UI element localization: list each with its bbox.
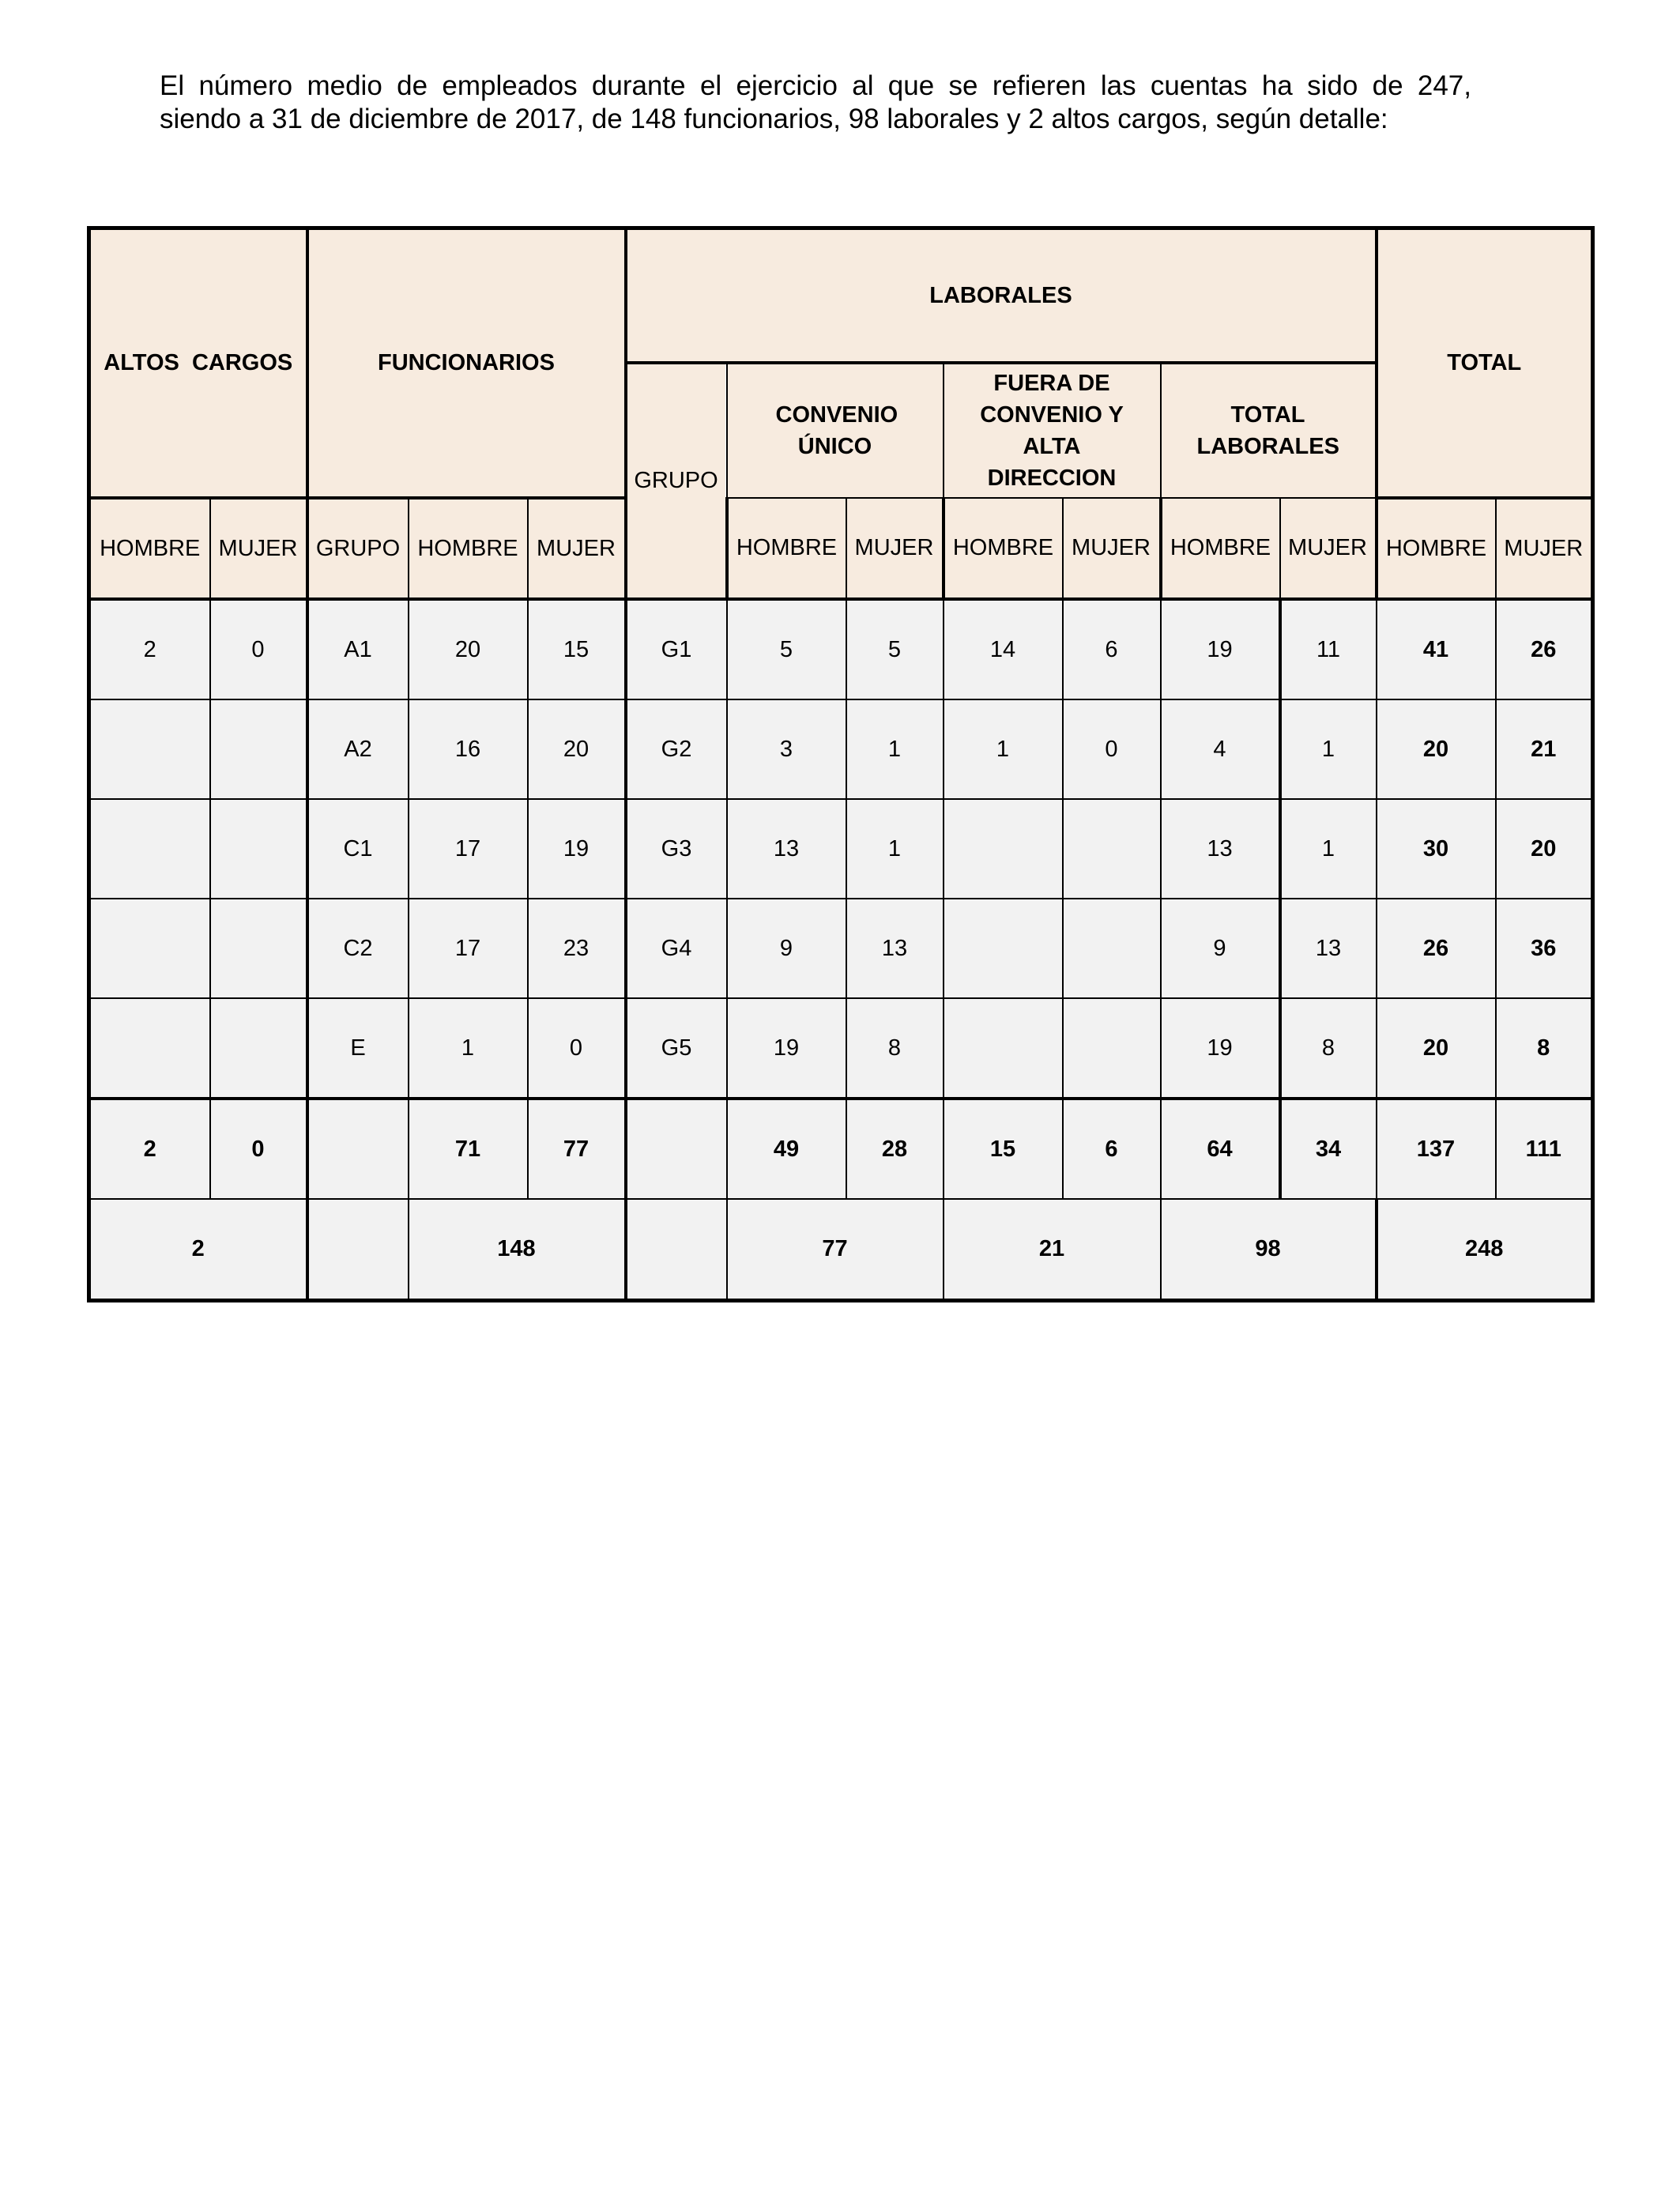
subheader-cell: MUJER [1280, 498, 1377, 599]
cell-totlab-mujer: 1 [1280, 699, 1377, 799]
cell-conv-mujer: 8 [846, 998, 944, 1099]
cell-total-mujer: 20 [1496, 799, 1593, 899]
table-row [89, 899, 1593, 998]
cell-total-mujer: 26 [1496, 599, 1593, 699]
cell-totlab-hombre: 19 [1161, 998, 1280, 1099]
cell-conv-mujer: 1 [846, 799, 944, 899]
cell-altos-hombre: 2 [89, 599, 210, 699]
cell-func-grupo: A2 [307, 699, 409, 799]
subtotal-total-mujer: 111 [1496, 1099, 1593, 1199]
cell-func-hombre: 17 [409, 899, 528, 998]
cell-lab-grupo: G5 [626, 998, 727, 1099]
cell-lab-grupo: G3 [626, 799, 727, 899]
header-funcionarios: FUNCIONARIOS [307, 228, 626, 499]
cell-func-mujer: 15 [528, 599, 626, 699]
header-total-laborales [1161, 363, 1377, 498]
cell-total-hombre: 20 [1377, 998, 1496, 1099]
table-row [89, 699, 1593, 799]
intro-line-2: siendo a 31 de diciembre de 2017, de 148 funcionarios, 98 laborales y 2 altos cargos, según detalle: [160, 104, 1388, 134]
cell-func-hombre: 16 [409, 699, 528, 799]
subtotal-fuera-hombre: 15 [944, 1099, 1063, 1199]
cell-fuera-mujer [1063, 998, 1161, 1099]
cell-altos-mujer [210, 899, 307, 998]
cell-func-hombre: 1 [409, 998, 528, 1099]
staff-table [87, 226, 1595, 1302]
cell-totlab-mujer: 13 [1280, 899, 1377, 998]
subheader-cell: GRUPO [307, 498, 409, 599]
header-total-laborales-label: TOTAL LABORALES [1196, 402, 1339, 459]
cell-altos-mujer: 0 [210, 599, 307, 699]
subheader-cell: MUJER [210, 498, 307, 599]
subtotal-altos-hombre: 2 [89, 1099, 210, 1199]
total-funcionarios-grupo [307, 1199, 409, 1301]
cell-func-grupo: C2 [307, 899, 409, 998]
cell-altos-mujer [210, 799, 307, 899]
cell-lab-grupo: G2 [626, 699, 727, 799]
table-row [89, 799, 1593, 899]
cell-altos-mujer [210, 699, 307, 799]
cell-total-hombre: 20 [1377, 699, 1496, 799]
subheader-cell: MUJER [528, 498, 626, 599]
subheader-cell: HOMBRE [727, 498, 846, 599]
cell-conv-hombre: 19 [727, 998, 846, 1099]
header-fuera-convenio [944, 363, 1161, 498]
subheader-cell: MUJER [1496, 498, 1593, 599]
header-altos-cargos: ALTOS CARGOS [89, 228, 307, 499]
total-laborales-grupo [626, 1199, 727, 1301]
subheader-cell: HOMBRE [944, 498, 1063, 599]
cell-lab-grupo: G4 [626, 899, 727, 998]
cell-totlab-hombre: 13 [1161, 799, 1280, 899]
table-row [89, 998, 1593, 1099]
cell-func-grupo: E [307, 998, 409, 1099]
cell-conv-hombre: 5 [727, 599, 846, 699]
cell-total-mujer: 21 [1496, 699, 1593, 799]
cell-conv-mujer: 13 [846, 899, 944, 998]
cell-fuera-hombre [944, 799, 1063, 899]
subheader-cell: HOMBRE [89, 498, 210, 599]
cell-func-mujer: 20 [528, 699, 626, 799]
cell-conv-hombre: 3 [727, 699, 846, 799]
cell-totlab-mujer: 1 [1280, 799, 1377, 899]
cell-total-hombre: 30 [1377, 799, 1496, 899]
total-convenio-unico: 77 [727, 1199, 944, 1301]
cell-func-mujer: 0 [528, 998, 626, 1099]
cell-fuera-mujer: 6 [1063, 599, 1161, 699]
total-row [89, 1199, 1593, 1301]
cell-total-mujer: 36 [1496, 899, 1593, 998]
cell-altos-hombre [89, 699, 210, 799]
subtotal-altos-mujer: 0 [210, 1099, 307, 1199]
total-fuera-convenio: 21 [944, 1199, 1161, 1301]
cell-totlab-mujer: 8 [1280, 998, 1377, 1099]
subheader-cell: HOMBRE [1161, 498, 1280, 599]
intro-paragraph [160, 70, 1471, 136]
total-total-laborales: 98 [1161, 1199, 1377, 1301]
cell-func-hombre: 17 [409, 799, 528, 899]
subheader-cell: HOMBRE [1377, 498, 1496, 599]
total-funcionarios: 148 [409, 1199, 626, 1301]
total-grand: 248 [1377, 1199, 1593, 1301]
header-fuera-convenio-label: FUERA DE CONVENIO Y ALTA DIRECCION [980, 371, 1124, 491]
subtotal-row [89, 1099, 1593, 1199]
header-total: TOTAL [1377, 228, 1593, 499]
cell-totlab-hombre: 19 [1161, 599, 1280, 699]
cell-altos-hombre [89, 799, 210, 899]
cell-func-grupo: A1 [307, 599, 409, 699]
header-convenio-unico-label: CONVENIO ÚNICO [775, 402, 898, 459]
cell-totlab-hombre: 4 [1161, 699, 1280, 799]
header-grupo-laborales: GRUPO [626, 363, 727, 599]
cell-total-hombre: 41 [1377, 599, 1496, 699]
cell-func-grupo: C1 [307, 799, 409, 899]
subtotal-func-grupo [307, 1099, 409, 1199]
cell-conv-hombre: 13 [727, 799, 846, 899]
intro-line-1: El número medio de empleados durante el ejercicio al que se refieren las cuentas ha sido de 247, [160, 70, 1471, 101]
subheader-cell: MUJER [1063, 498, 1161, 599]
cell-totlab-hombre: 9 [1161, 899, 1280, 998]
total-altos-cargos: 2 [89, 1199, 307, 1301]
cell-altos-hombre [89, 998, 210, 1099]
subtotal-total-hombre: 137 [1377, 1099, 1496, 1199]
cell-altos-hombre [89, 899, 210, 998]
cell-total-mujer: 8 [1496, 998, 1593, 1099]
cell-func-mujer: 23 [528, 899, 626, 998]
table-row [89, 599, 1593, 699]
subheader-cell: HOMBRE [409, 498, 528, 599]
subtotal-func-hombre: 71 [409, 1099, 528, 1199]
subtotal-totlab-mujer: 34 [1280, 1099, 1377, 1199]
cell-func-hombre: 20 [409, 599, 528, 699]
cell-conv-hombre: 9 [727, 899, 846, 998]
cell-conv-mujer: 5 [846, 599, 944, 699]
cell-fuera-hombre [944, 899, 1063, 998]
cell-conv-mujer: 1 [846, 699, 944, 799]
cell-fuera-hombre: 14 [944, 599, 1063, 699]
subtotal-conv-mujer: 28 [846, 1099, 944, 1199]
cell-lab-grupo: G1 [626, 599, 727, 699]
subtotal-func-mujer: 77 [528, 1099, 626, 1199]
cell-func-mujer: 19 [528, 799, 626, 899]
cell-altos-mujer [210, 998, 307, 1099]
header-convenio-unico [727, 363, 944, 498]
subtotal-fuera-mujer: 6 [1063, 1099, 1161, 1199]
cell-fuera-hombre [944, 998, 1063, 1099]
subtotal-lab-grupo [626, 1099, 727, 1199]
subtotal-conv-hombre: 49 [727, 1099, 846, 1199]
cell-fuera-mujer [1063, 899, 1161, 998]
cell-fuera-mujer: 0 [1063, 699, 1161, 799]
subheader-cell: MUJER [846, 498, 944, 599]
cell-total-hombre: 26 [1377, 899, 1496, 998]
cell-totlab-mujer: 11 [1280, 599, 1377, 699]
table-body [89, 599, 1593, 1099]
subtotal-totlab-hombre: 64 [1161, 1099, 1280, 1199]
cell-fuera-hombre: 1 [944, 699, 1063, 799]
header-laborales: LABORALES [626, 228, 1377, 364]
cell-fuera-mujer [1063, 799, 1161, 899]
